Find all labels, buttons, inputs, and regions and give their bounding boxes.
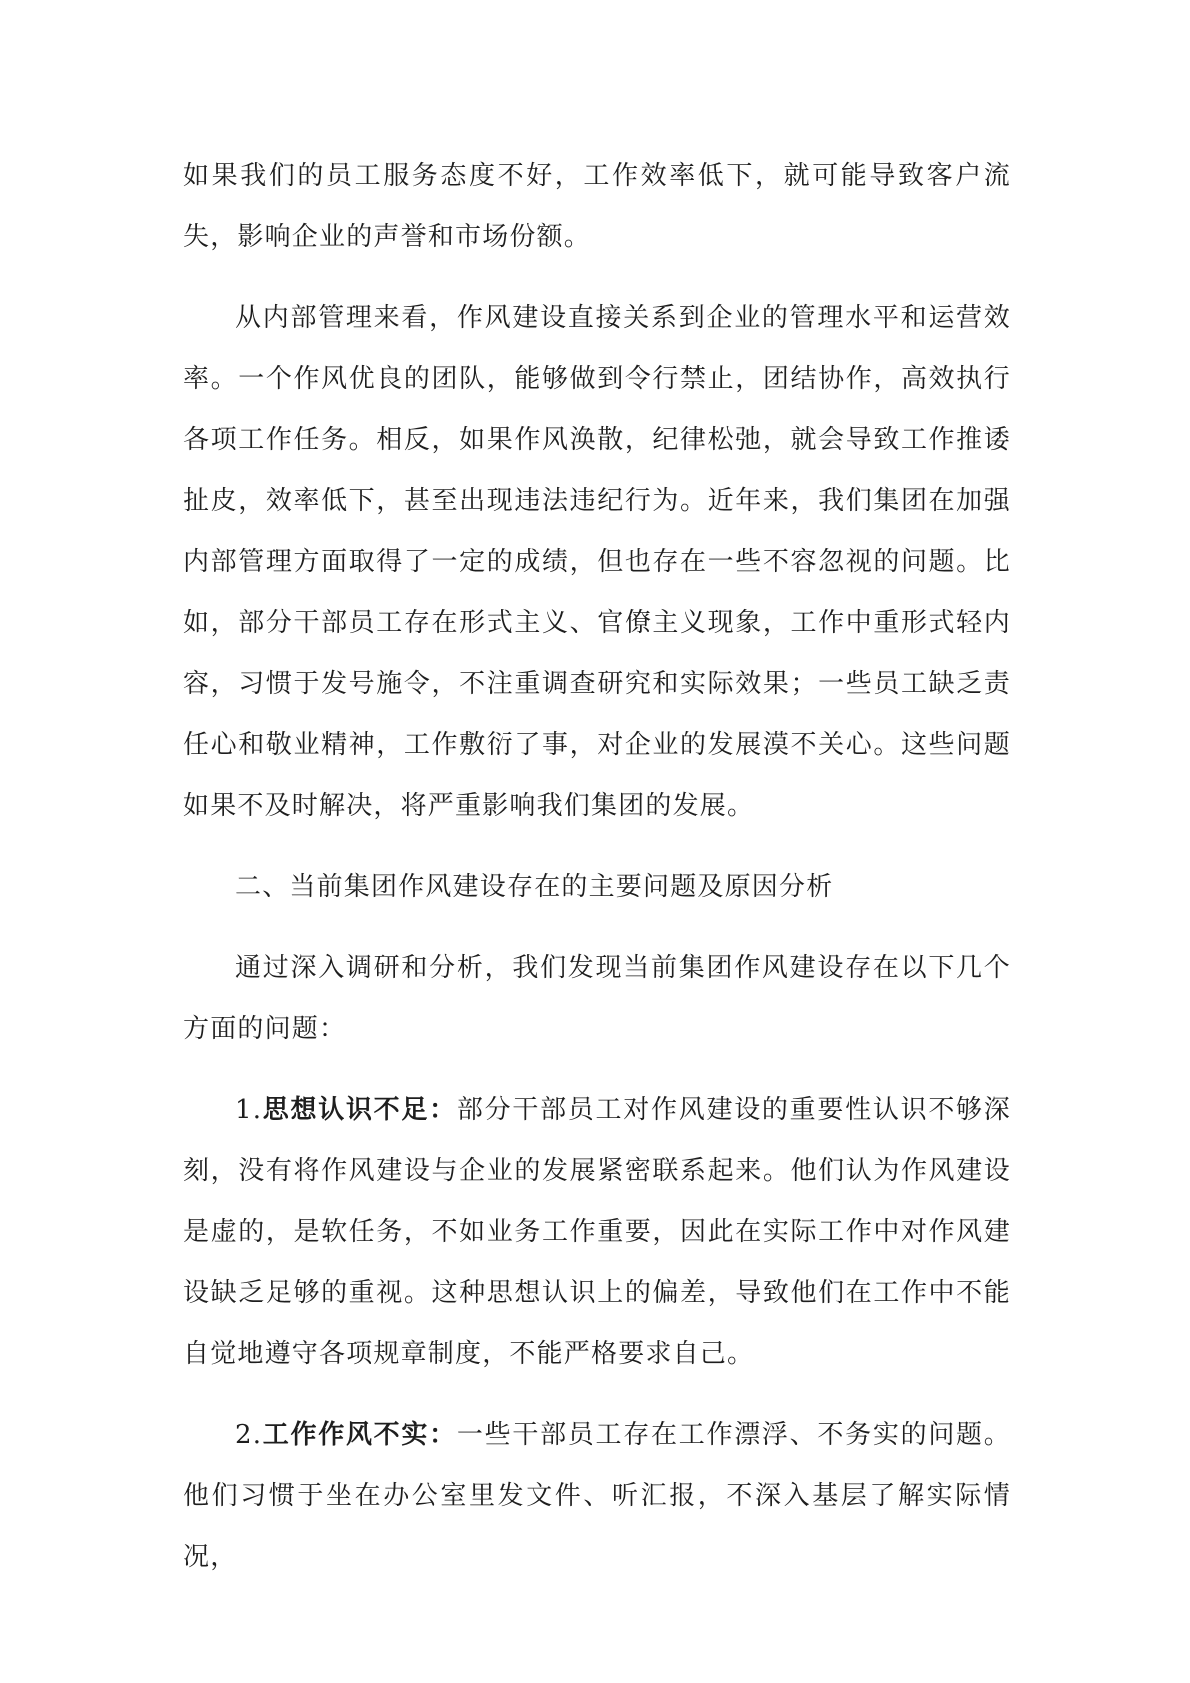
list-item-number: 2. xyxy=(235,1420,263,1450)
section-heading-text: 二、当前集团作风建设存在的主要问题及原因分析 xyxy=(235,872,834,902)
paragraph-text: 从内部管理来看，作风建设直接关系到企业的管理水平和运营效率。一个作风优良的团队，能够做到令行禁止，团结协作，高效执行各项工作任务。相反，如果作风涣散，纪律松弛，就会导致工作推诿扯皮，效率低下，甚至出现违法违纪行为。近年来，我们集团在加强内部管理方面取得了一定的成绩，但也存在一些不容忽视的问题。比如，部分干部员工存在形式主义、官僚主义现象，工作中重形式轻内容，习惯于发号施令，不注重调查研究和实际效果；一些员工缺乏责任心和敬业精神，工作敷衍了事，对企业的发展漠不关心。这些问题如果不及时解决，将严重影响我们集团的发展。 xyxy=(183,303,1011,821)
paragraph-intro xyxy=(183,938,1011,1060)
list-item-lead: 工作作风不实： xyxy=(262,1420,457,1450)
list-item-text: 一些干部员工存在工作漂浮、不务实的问题。他们习惯于坐在办公室里发文件、听汇报，不深入基层了解实际情况， xyxy=(183,1420,1011,1572)
paragraph-internal-management xyxy=(183,288,1011,837)
list-item-lead: 思想认识不足： xyxy=(262,1095,457,1125)
paragraph-text: 通过深入调研和分析，我们发现当前集团作风建设存在以下几个方面的问题： xyxy=(183,953,1011,1044)
paragraph-continuation xyxy=(183,146,1011,268)
section-heading xyxy=(183,857,1011,918)
list-item-text: 部分干部员工对作风建设的重要性认识不够深刻，没有将作风建设与企业的发展紧密联系起来。他们认为作风建设是虚的，是软任务，不如业务工作重要，因此在实际工作中对作风建设缺乏足够的重视。这种思想认识上的偏差，导致他们在工作中不能自觉地遵守各项规章制度，不能严格要求自己。 xyxy=(183,1095,1011,1369)
list-item-number: 1. xyxy=(235,1095,263,1125)
list-item-1 xyxy=(183,1080,1011,1385)
list-item-2 xyxy=(183,1405,1011,1588)
document-body xyxy=(183,146,1011,1588)
paragraph-text: 如果我们的员工服务态度不好，工作效率低下，就可能导致客户流失，影响企业的声誉和市场份额。 xyxy=(183,161,1011,252)
